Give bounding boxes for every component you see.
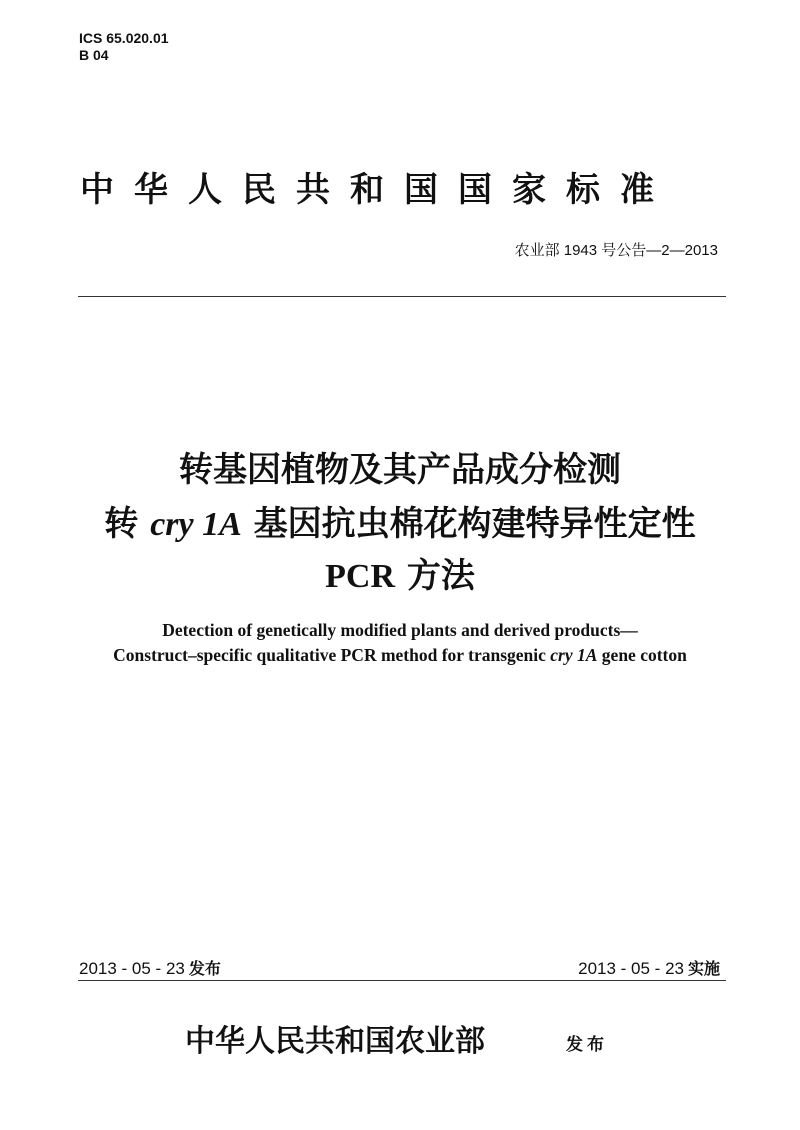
title-zh-line-3-suffix: 方法 xyxy=(395,556,475,596)
standard-number: 农业部 1943 号公告—2—2013 xyxy=(514,242,718,259)
footer-divider xyxy=(78,980,726,981)
implementation-date-label: 实施 xyxy=(687,959,720,978)
title-en-line-2-prefix: Construct–specific qualitative PCR method for transgenic xyxy=(113,645,551,665)
title-zh-line-2-prefix: 转 xyxy=(104,504,151,544)
ics-code: ICS 65.020.01 xyxy=(79,30,169,46)
title-en-line-2-suffix: gene cotton xyxy=(597,645,687,665)
header-divider xyxy=(78,296,726,297)
title-en-gene-name: cry 1A xyxy=(550,645,598,665)
title-zh-line-1: 转基因植物及其产品成分检测 xyxy=(179,450,621,490)
title-en-line-2 xyxy=(0,645,800,666)
implementation-date-value: 2013 - 05 - 23 xyxy=(578,959,684,978)
publisher-name: 中华人民共和国农业部 xyxy=(185,1024,485,1059)
issue-date-label: 发布 xyxy=(188,959,221,978)
ccs-code: B 04 xyxy=(79,47,109,63)
implementation-date xyxy=(578,956,720,979)
standard-type-heading: 中华人民共和国国家标准 xyxy=(80,170,674,210)
title-zh-line-2-suffix: 基因抗虫棉花构建特异性定性 xyxy=(241,504,696,544)
title-en-line-1: Detection of genetically modified plants and derived products— xyxy=(162,620,638,640)
title-zh-line-2 xyxy=(0,496,800,545)
issue-date xyxy=(79,956,221,979)
title-zh-pcr: PCR xyxy=(325,558,396,595)
issue-date-value: 2013 - 05 - 23 xyxy=(79,959,185,978)
title-zh-line-3 xyxy=(0,548,800,597)
title-zh-gene-name: cry 1A xyxy=(150,506,242,543)
classification-codes xyxy=(79,30,169,64)
publish-label: 发布 xyxy=(566,1035,608,1055)
